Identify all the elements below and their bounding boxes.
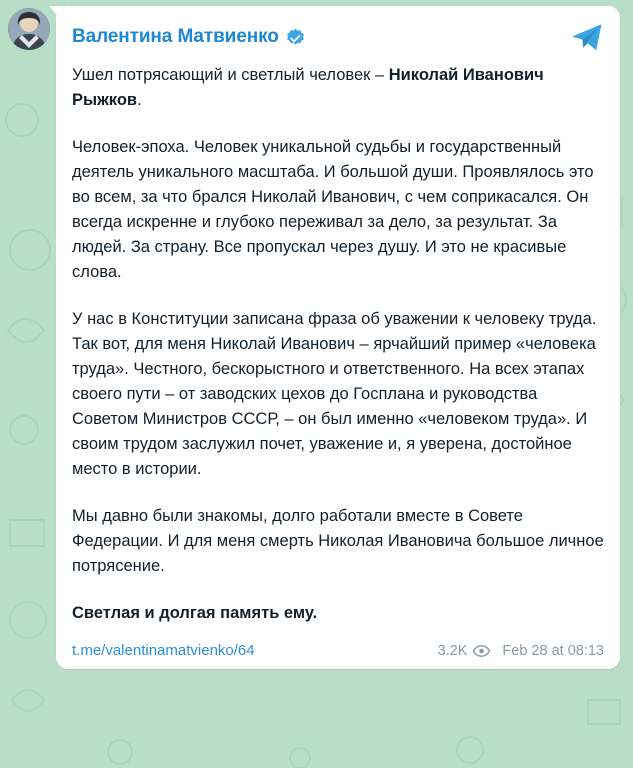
message-bubble (56, 6, 620, 669)
eye-icon (473, 645, 490, 657)
post-permalink[interactable]: t.me/valentinamatvienko/64 (72, 642, 255, 659)
text-run: Мы давно были знакомы, долго работали вместе в Совете Федерации. И для меня смерть Николая Ивановича большое личное потрясение. (72, 507, 604, 575)
paragraph-4 (72, 504, 604, 579)
verified-badge-icon (286, 28, 305, 47)
post-footer (72, 640, 604, 659)
telegram-logo-icon[interactable] (570, 20, 604, 54)
text-run: У нас в Конституции записана фраза об уважении к человеку труда. Так вот, для меня Николай Иванович – ярчайший пример «человека труда». Честного, бескорыстного и ответственного. На всех этапах своего пути – от заводских цехов до Госплана и руководства Советом Министров СССР, – он был именно «человеком труда». И своим трудом заслужил почет, уважение и, я уверена, достойное место в истории. (72, 310, 597, 478)
bold-text-run: Николай Иванович Рыжков (72, 66, 544, 109)
avatar[interactable] (8, 8, 50, 50)
text-run: Человек-эпоха. Человек уникальной судьбы и государственный деятель уникального масштаба. И большой души. Проявлялось это во всем, за что брался Николай Иванович, с чем соприкасался. Он всегда искренне и глубоко переживал за дело, за результат. За людей. За страну. Все пропускал через душу. И это не красивые слова. (72, 138, 594, 281)
paragraph-2 (72, 135, 604, 285)
bold-text-run: Светлая и долгая память ему. (72, 604, 318, 622)
telegram-post (56, 6, 620, 669)
channel-name[interactable]: Валентина Матвиенко (72, 26, 279, 47)
text-run: . (137, 91, 142, 109)
post-body (72, 63, 604, 626)
post-header (72, 20, 604, 54)
view-count: 3.2K (437, 642, 468, 659)
paragraph-5 (72, 601, 604, 626)
post-meta (438, 643, 604, 659)
post-date: Feb 28 at 08:13 (502, 642, 604, 659)
text-run: Ушел потрясающий и светлый человек – (72, 66, 389, 84)
paragraph-3 (72, 307, 604, 482)
paragraph-1 (72, 63, 604, 113)
